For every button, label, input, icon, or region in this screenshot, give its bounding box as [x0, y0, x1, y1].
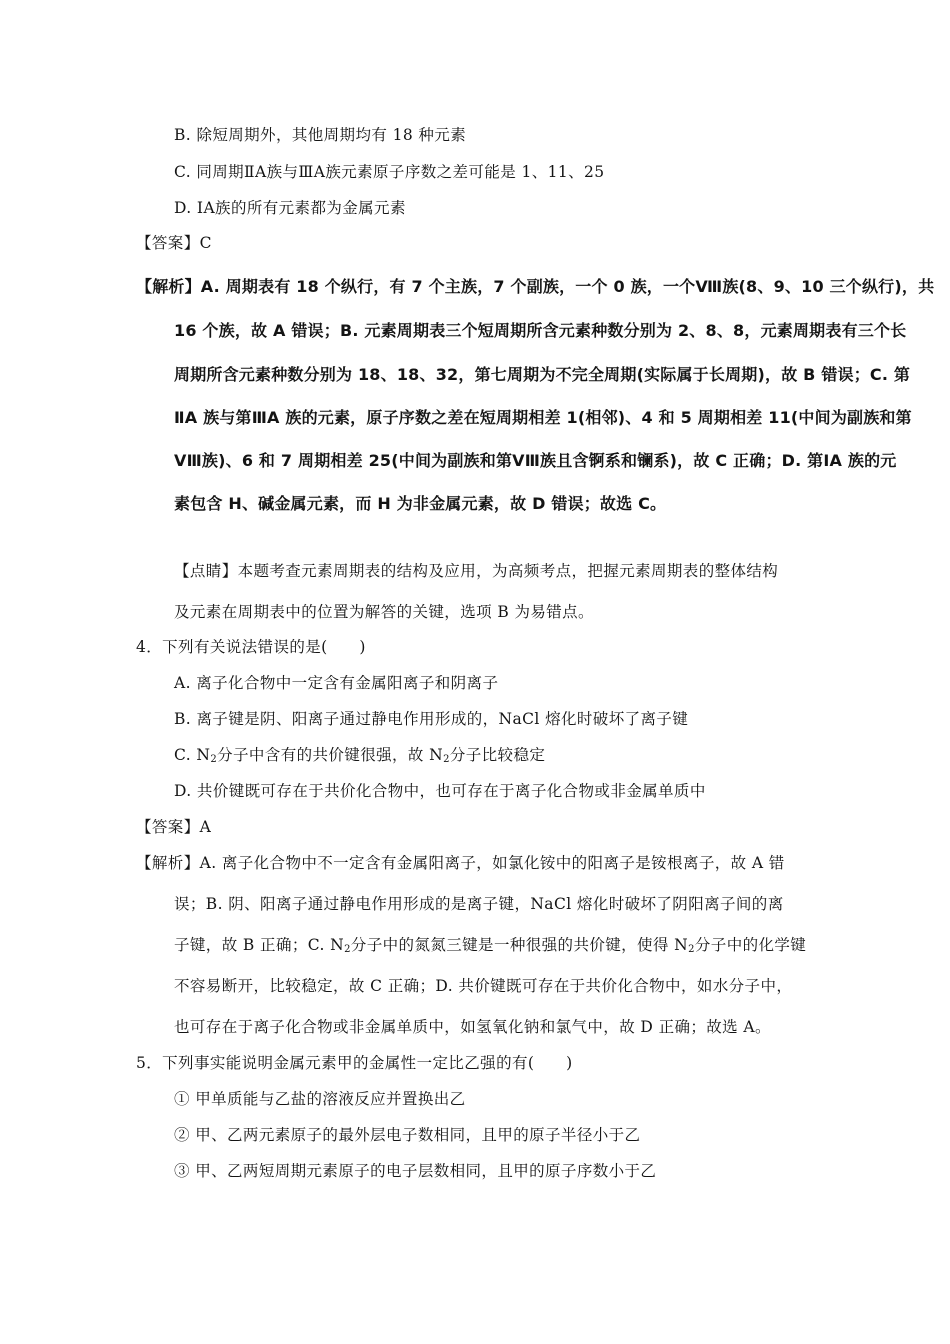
q3-option-c: C. 同周期ⅡA族与ⅢA族元素原子序数之差可能是 1、11、25 [174, 163, 605, 181]
q5-item: ② 甲、乙两元素原子的最外层电子数相同，且甲的原子半径小于乙 [174, 1126, 641, 1144]
q3-analysis-line: ⅡA 族与第ⅢA 族的元素，原子序数之差在短周期相差 1(相邻)、4 和 5 周期相差 11(中间为副族和第 [174, 408, 912, 427]
q4-option-c-subscript: 2 [210, 754, 218, 765]
q5-item: ① 甲单质能与乙盐的溶液反应并置换出乙 [174, 1090, 466, 1108]
q4-answer: 【答案】A [136, 818, 212, 836]
q5-stem: 5．下列事实能说明金属元素甲的金属性一定比乙强的有( ) [136, 1054, 573, 1072]
q4-analysis-line: 误；B. 阴、阳离子通过静电作用形成的是离子键，NaCl 熔化时破坏了阴阳离子间的离 [174, 895, 784, 913]
q3-tip-line: 【点睛】本题考查元素周期表的结构及应用，为高频考点，把握元素周期表的整体结构 [174, 562, 779, 580]
q4-analysis-line [174, 934, 806, 956]
q3-tip-line: 及元素在周期表中的位置为解答的关键，选项 B 为易错点。 [174, 603, 594, 621]
q4-analysis-part: 分子中的化学键 [694, 936, 807, 954]
q4-analysis-subscript: 2 [344, 944, 351, 955]
q4-analysis-part: 分子中的氮氮三键是一种很强的共价键，使得 N [350, 936, 689, 954]
q3-analysis-line: ⅤⅢ族)、6 和 7 周期相差 25(中间为副族和第ⅤⅢ族且含锕系和镧系)，故 C 正确；D. 第ⅠA 族的元 [174, 451, 897, 470]
q4-option-c-part: C. N [174, 746, 211, 764]
q4-option-c-part: 分子中含有的共价键很强，故 N [217, 746, 444, 764]
q3-analysis-line: 【解析】A. 周期表有 18 个纵行，有 7 个主族，7 个副族，一个 0 族，一个Ⅷ族(8、9、10 三个纵行)，共 [136, 277, 935, 296]
q4-option-c-subscript: 2 [443, 754, 450, 765]
q4-analysis-part: 子键，故 B 正确；C. N [174, 936, 345, 954]
q4-option-b: B. 离子键是阴、阳离子通过静电作用形成的，NaCl 熔化时破坏了离子键 [174, 710, 689, 728]
q5-item: ③ 甲、乙两短周期元素原子的电子层数相同，且甲的原子序数小于乙 [174, 1162, 657, 1180]
q3-analysis-line: 16 个族，故 A 错误；B. 元素周期表三个短周期所含元素种数分别为 2、8、8，元素周期表有三个长 [174, 321, 907, 340]
q4-analysis-subscript: 2 [688, 944, 695, 955]
q4-stem: 4．下列有关说法错误的是( ) [136, 638, 366, 656]
q4-option-a: A. 离子化合物中一定含有金属阳离子和阴离子 [174, 674, 499, 692]
q3-answer: 【答案】C [136, 234, 212, 252]
q4-option-c [174, 744, 545, 766]
q4-analysis-line: 也可存在于离子化合物或非金属单质中，如氢氧化钠和氯气中，故 D 正确；故选 A。 [174, 1018, 771, 1036]
q4-analysis-line: 【解析】A. 离子化合物中不一定含有金属阳离子，如氯化铵中的阳离子是铵根离子，故 A 错 [136, 854, 785, 872]
q3-option-b: B. 除短周期外，其他周期均有 18 种元素 [174, 126, 467, 144]
q4-option-d: D. 共价键既可存在于共价化合物中，也可存在于离子化合物或非金属单质中 [174, 782, 706, 800]
q4-option-c-part: 分子比较稳定 [449, 746, 546, 764]
q3-analysis-line: 周期所含元素种数分别为 18、18、32，第七周期为不完全周期(实际属于长周期)，故 B 错误；C. 第 [174, 365, 911, 384]
q4-analysis-line: 不容易断开，比较稳定，故 C 正确；D. 共价键既可存在于共价化合物中，如水分子中， [174, 977, 793, 995]
q3-analysis-line: 素包含 H、碱金属元素，而 H 为非金属元素，故 D 错误；故选 C。 [174, 494, 667, 513]
q3-option-d: D. ⅠA族的所有元素都为金属元素 [174, 199, 406, 217]
